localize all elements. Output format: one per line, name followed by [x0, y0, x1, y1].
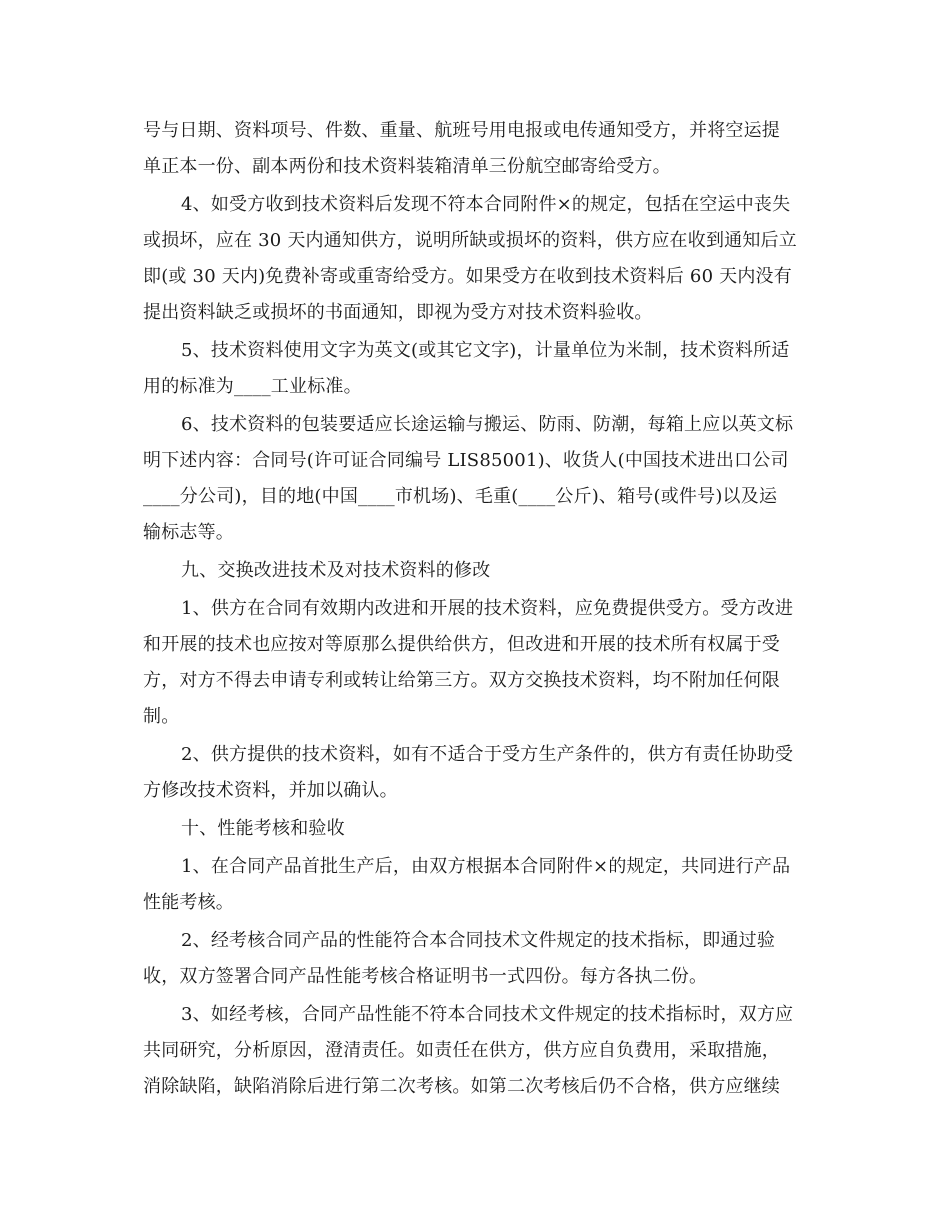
- text-line: 2、经考核合同产品的性能符合本合同技术文件规定的技术指标，即通过验: [181, 930, 776, 951]
- text-line: 1、在合同产品首批生产后，由双方根据本合同附件×的规定，共同进行产品: [181, 856, 791, 877]
- text-line: 性能考核。: [143, 892, 234, 913]
- text-line: ____分公司)，目的地(中国____市机场)、毛重(____公斤)、箱号(或件号)以及运: [143, 486, 778, 507]
- text-line: 4、如受方收到技术资料后发现不符本合同附件×的规定，包括在空运中丧失: [181, 194, 791, 215]
- section-heading: 九、交换改进技术及对技术资料的修改: [181, 560, 491, 581]
- text-line: 明下述内容：合同号(许可证合同编号 LIS85001)、收货人(中国技术进出口公司: [143, 450, 789, 471]
- text-line: 1、供方在合同有效期内改进和开展的技术资料，应免费提供受方。受方改进: [181, 598, 794, 619]
- text-line: 方修改技术资料，并加以确认。: [143, 780, 398, 801]
- text-line: 共同研究，分析原因，澄清责任。如责任在供方，供方应自负费用，采取措施，: [143, 1040, 780, 1061]
- text-line: 和开展的技术也应按对等原那么提供给供方，但改进和开展的技术所有权属于受: [143, 634, 780, 655]
- text-line: 单正本一份、副本两份和技术资料装箱清单三份航空邮寄给受方。: [143, 156, 671, 177]
- text-line: 输标志等。: [143, 522, 234, 543]
- text-line: 消除缺陷，缺陷消除后进行第二次考核。如第二次考核后仍不合格，供方应继续: [143, 1076, 780, 1097]
- text-line: 3、如经考核，合同产品性能不符本合同技术文件规定的技术指标时，双方应: [181, 1004, 794, 1025]
- text-line: 制。: [143, 706, 180, 727]
- text-line: 提出资料缺乏或损坏的书面通知，即视为受方对技术资料验收。: [143, 302, 653, 323]
- text-line: 即(或 30 天内)免费补寄或重寄给受方。如果受方在收到技术资料后 60 天内没有: [143, 266, 792, 287]
- text-line: 收，双方签署合同产品性能考核合格证明书一式四份。每方各执二份。: [143, 966, 708, 987]
- text-line: 号与日期、资料项号、件数、重量、航班号用电报或电传通知受方，并将空运提: [143, 120, 780, 141]
- text-line: 或损坏，应在 30 天内通知供方，说明所缺或损坏的资料，供方应在收到通知后立: [143, 230, 797, 251]
- text-line: 6、技术资料的包装要适应长途运输与搬运、防雨、防潮，每箱上应以英文标: [181, 414, 794, 435]
- section-heading: 十、性能考核和验收: [181, 818, 345, 839]
- text-line: 5、技术资料使用文字为英文(或其它文字)，计量单位为米制，技术资料所适: [181, 340, 790, 361]
- text-line: 方，对方不得去申请专利或转让给第三方。双方交换技术资料，均不附加任何限: [143, 670, 780, 691]
- text-line: 用的标准为____工业标准。: [143, 376, 362, 397]
- text-line: 2、供方提供的技术资料，如有不适合于受方生产条件的，供方有责任协助受: [181, 744, 794, 765]
